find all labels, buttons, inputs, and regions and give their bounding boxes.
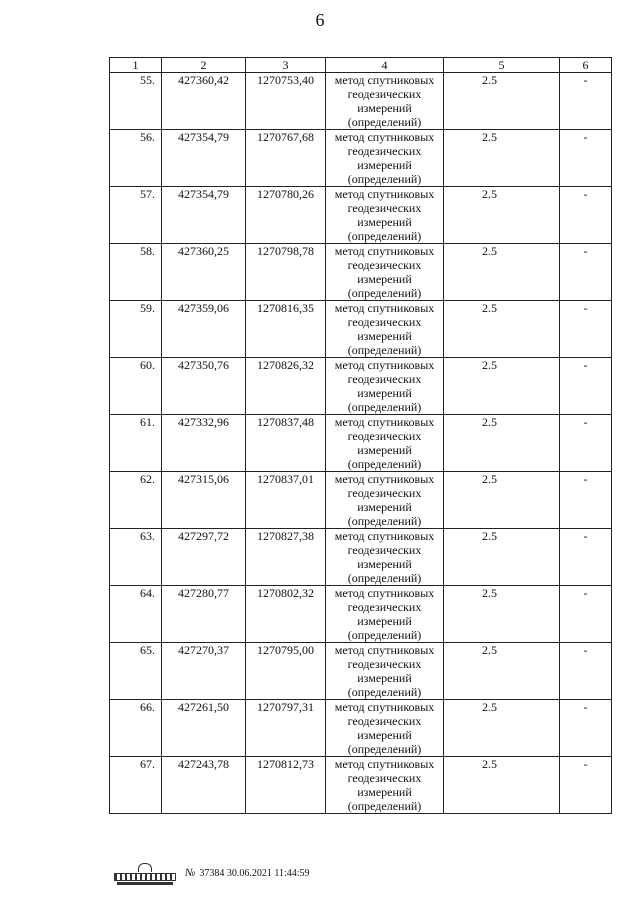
column6-value: -	[560, 472, 612, 529]
accuracy-label: 2.5	[482, 472, 497, 486]
accuracy-label: 2.5	[482, 130, 497, 144]
column6-value: -	[560, 529, 612, 586]
accuracy-value	[444, 130, 560, 187]
coordinate-y: 1270798,78	[246, 244, 326, 301]
accuracy-value	[444, 586, 560, 643]
coordinate-x: 427359,06	[162, 301, 246, 358]
column6-value: -	[560, 643, 612, 700]
determination-method: метод спутниковых геодезических измерений (определений)	[326, 472, 444, 529]
determination-method: метод спутниковых геодезических измерений (определений)	[326, 244, 444, 301]
accuracy-value	[444, 529, 560, 586]
column6-value: -	[560, 757, 612, 814]
accuracy-value	[444, 757, 560, 814]
column6-value: -	[560, 73, 612, 130]
coordinate-y: 1270767,68	[246, 130, 326, 187]
point-number: 65.	[110, 643, 162, 700]
determination-method: метод спутниковых геодезических измерений (определений)	[326, 700, 444, 757]
accuracy-label: 2.5	[482, 586, 497, 600]
coordinate-x: 427280,77	[162, 586, 246, 643]
coordinate-y: 1270795,00	[246, 643, 326, 700]
table-row	[110, 187, 612, 244]
page-number: 6	[315, 10, 325, 30]
accuracy-value	[444, 700, 560, 757]
table-row	[110, 643, 612, 700]
determination-method: метод спутниковых геодезических измерений (определений)	[326, 130, 444, 187]
determination-method: метод спутниковых геодезических измерений (определений)	[326, 358, 444, 415]
accuracy-label: 2.5	[482, 187, 497, 201]
registration-mark: №	[185, 867, 196, 879]
table-row	[110, 472, 612, 529]
column-header: 1	[110, 58, 162, 73]
column-header: 3	[246, 58, 326, 73]
column6-value: -	[560, 415, 612, 472]
column6-value: -	[560, 700, 612, 757]
table-row	[110, 415, 612, 472]
coordinate-x: 427315,06	[162, 472, 246, 529]
coordinate-y: 1270812,73	[246, 757, 326, 814]
point-number: 56.	[110, 130, 162, 187]
point-number: 62.	[110, 472, 162, 529]
column-header: 6	[560, 58, 612, 73]
accuracy-value	[444, 187, 560, 244]
determination-method: метод спутниковых геодезических измерений (определений)	[326, 586, 444, 643]
point-number: 60.	[110, 358, 162, 415]
registration-text: 37384 30.06.2021 11:44:59	[199, 867, 310, 879]
table-row	[110, 244, 612, 301]
point-number: 66.	[110, 700, 162, 757]
coordinate-x: 427354,79	[162, 130, 246, 187]
coordinate-x: 427350,76	[162, 358, 246, 415]
coordinate-y: 1270837,48	[246, 415, 326, 472]
column6-value: -	[560, 187, 612, 244]
coordinate-x: 427332,96	[162, 415, 246, 472]
coordinate-x: 427360,25	[162, 244, 246, 301]
accuracy-value	[444, 73, 560, 130]
point-number: 59.	[110, 301, 162, 358]
determination-method: метод спутниковых геодезических измерений (определений)	[326, 301, 444, 358]
determination-method: метод спутниковых геодезических измерений (определений)	[326, 643, 444, 700]
table-row	[110, 358, 612, 415]
point-number: 67.	[110, 757, 162, 814]
column6-value: -	[560, 301, 612, 358]
column-header: 4	[326, 58, 444, 73]
column6-value: -	[560, 130, 612, 187]
coordinate-y: 1270802,32	[246, 586, 326, 643]
column6-value: -	[560, 244, 612, 301]
registration-footer	[115, 858, 310, 888]
table-row	[110, 130, 612, 187]
accuracy-value	[444, 643, 560, 700]
column-header: 5	[444, 58, 560, 73]
determination-method: метод спутниковых геодезических измерений (определений)	[326, 187, 444, 244]
table-row	[110, 73, 612, 130]
coordinate-y: 1270826,32	[246, 358, 326, 415]
accuracy-value	[444, 301, 560, 358]
registration-info	[185, 867, 310, 879]
determination-method: метод спутниковых геодезических измерений (определений)	[326, 415, 444, 472]
accuracy-value	[444, 358, 560, 415]
accuracy-label: 2.5	[482, 358, 497, 372]
column-header: 2	[162, 58, 246, 73]
determination-method: метод спутниковых геодезических измерений (определений)	[326, 529, 444, 586]
accuracy-value	[444, 472, 560, 529]
coordinate-y: 1270780,26	[246, 187, 326, 244]
coordinate-y: 1270837,01	[246, 472, 326, 529]
coordinate-x: 427360,42	[162, 73, 246, 130]
coordinate-y: 1270753,40	[246, 73, 326, 130]
determination-method: метод спутниковых геодезических измерений (определений)	[326, 757, 444, 814]
point-number: 55.	[110, 73, 162, 130]
registry-stamp-icon	[115, 861, 175, 885]
coordinate-y: 1270827,38	[246, 529, 326, 586]
accuracy-label: 2.5	[482, 301, 497, 315]
column6-value: -	[560, 586, 612, 643]
coordinate-x: 427297,72	[162, 529, 246, 586]
accuracy-label: 2.5	[482, 415, 497, 429]
table-row	[110, 301, 612, 358]
point-number: 61.	[110, 415, 162, 472]
point-number: 57.	[110, 187, 162, 244]
accuracy-label: 2.5	[482, 757, 497, 771]
table-header-row	[110, 58, 612, 73]
accuracy-label: 2.5	[482, 643, 497, 657]
accuracy-label: 2.5	[482, 73, 497, 87]
coordinate-y: 1270816,35	[246, 301, 326, 358]
point-number: 63.	[110, 529, 162, 586]
accuracy-label: 2.5	[482, 529, 497, 543]
determination-method: метод спутниковых геодезических измерений (определений)	[326, 73, 444, 130]
point-number: 64.	[110, 586, 162, 643]
coordinate-x: 427243,78	[162, 757, 246, 814]
accuracy-value	[444, 244, 560, 301]
point-number: 58.	[110, 244, 162, 301]
coordinate-x: 427261,50	[162, 700, 246, 757]
coordinate-x: 427270,37	[162, 643, 246, 700]
coordinate-y: 1270797,31	[246, 700, 326, 757]
table-row	[110, 700, 612, 757]
coordinates-table	[109, 57, 612, 814]
table-row	[110, 757, 612, 814]
accuracy-value	[444, 415, 560, 472]
accuracy-label: 2.5	[482, 700, 497, 714]
coordinate-x: 427354,79	[162, 187, 246, 244]
table-row	[110, 529, 612, 586]
column6-value: -	[560, 358, 612, 415]
table-row	[110, 586, 612, 643]
accuracy-label: 2.5	[482, 244, 497, 258]
